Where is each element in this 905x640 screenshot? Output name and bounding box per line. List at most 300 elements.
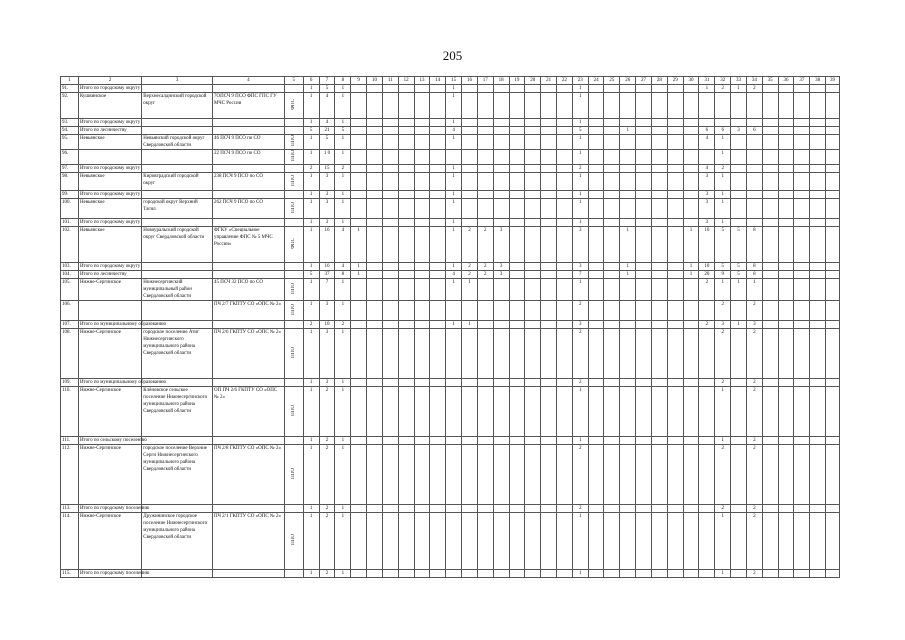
table-cell: [667, 173, 683, 191]
table-cell: 2: [462, 227, 478, 263]
table-cell: 1: [335, 279, 351, 301]
table-cell: 1: [731, 85, 747, 93]
column-header-cell: 1: [61, 77, 79, 85]
table-cell: 3: [699, 191, 715, 199]
table-cell: 5: [303, 127, 319, 135]
org-type-label: ППО: [291, 404, 297, 416]
table-cell: [794, 321, 810, 329]
table-cell: [683, 119, 699, 127]
table-cell: [557, 329, 573, 379]
table-cell: ФГКУ «Специальное управление ФПС № 5 МЧС России»: [212, 227, 284, 263]
table-cell: [636, 379, 652, 387]
table-cell: [683, 379, 699, 387]
column-number-header-row: [61, 77, 840, 85]
table-cell: [367, 505, 383, 513]
table-cell: 5: [731, 263, 747, 271]
column-header-cell: 25: [604, 77, 620, 85]
table-cell: [477, 437, 493, 445]
table-cell: [525, 199, 541, 219]
table-cell: [414, 263, 430, 271]
table-cell: 2: [303, 165, 319, 173]
table-cell: [477, 165, 493, 173]
table-cell: 106.: [61, 301, 79, 321]
table-cell: [525, 127, 541, 135]
table-cell: [762, 329, 778, 379]
table-cell: [557, 165, 573, 173]
table-cell: [414, 173, 430, 191]
table-cell: 113.: [61, 505, 79, 513]
table-cell: [509, 505, 525, 513]
table-cell: [367, 279, 383, 301]
table-cell: [525, 119, 541, 127]
table-cell: 1: [446, 227, 462, 263]
table-cell: [699, 329, 715, 379]
table-cell: [525, 271, 541, 279]
page-number: 205: [442, 48, 463, 63]
table-cell: [351, 127, 367, 135]
table-cell: [509, 279, 525, 301]
table-cell: [651, 505, 667, 513]
table-cell: [367, 165, 383, 173]
table-cell: [430, 271, 446, 279]
table-cell: Клёновское сельское поселение Нижнесергинского муниципального района Свердловской области: [142, 387, 213, 437]
table-cell: [509, 150, 525, 165]
table-cell: [588, 513, 604, 570]
table-cell: [557, 173, 573, 191]
table-cell: [414, 505, 430, 513]
table-cell: [351, 321, 367, 329]
table-cell: [667, 227, 683, 263]
table-cell: 2: [746, 387, 762, 437]
table-cell: [557, 279, 573, 301]
table-cell: [604, 329, 620, 379]
table-cell: [636, 329, 652, 379]
table-cell: 16: [319, 263, 335, 271]
table-cell: [604, 191, 620, 199]
table-cell: 4: [446, 271, 462, 279]
table-cell: 1: [572, 387, 588, 437]
table-cell: [477, 135, 493, 150]
table-cell: [651, 150, 667, 165]
table-cell: 10: [699, 227, 715, 263]
table-cell: [588, 437, 604, 445]
table-cell: [382, 93, 398, 119]
table-cell: [541, 85, 557, 93]
table-cell: [382, 437, 398, 445]
table-cell: [557, 191, 573, 199]
table-cell: [509, 387, 525, 437]
table-cell: [699, 513, 715, 570]
table-cell: [620, 387, 636, 437]
table-cell: [430, 445, 446, 505]
table-cell: 3: [319, 329, 335, 379]
table-cell: [398, 119, 414, 127]
table-cell: 1: [335, 379, 351, 387]
table-cell: [351, 85, 367, 93]
table-cell: [351, 329, 367, 379]
table-cell: 3: [319, 199, 335, 219]
table-cell: 1: [303, 379, 319, 387]
table-cell: 1: [303, 199, 319, 219]
table-cell: [620, 150, 636, 165]
column-header-cell: 23: [572, 77, 588, 85]
table-cell: [541, 93, 557, 119]
table-cell: [588, 570, 604, 578]
table-row: [61, 271, 840, 279]
table-cell: 107.: [61, 321, 79, 329]
table-cell: 5: [572, 127, 588, 135]
table-cell: Нижнесергинский муниципальный район Свердловской области: [142, 279, 213, 301]
table-cell: [604, 279, 620, 301]
table-cell: [509, 263, 525, 271]
table-cell: [462, 445, 478, 505]
table-cell: [525, 379, 541, 387]
table-cell: [826, 191, 840, 199]
table-cell: [557, 127, 573, 135]
table-cell: [826, 329, 840, 379]
table-cell: [525, 505, 541, 513]
table-cell: 1: [572, 437, 588, 445]
table-cell: [731, 93, 747, 119]
table-cell: [541, 513, 557, 570]
table-cell: 3: [715, 321, 731, 329]
table-cell: [525, 191, 541, 199]
table-cell: ОП ПЧ 2/6 ГКПТУ СО «ОПС № 2»: [212, 387, 284, 437]
table-cell: 101.: [61, 219, 79, 227]
table-cell: [446, 379, 462, 387]
table-row: [61, 437, 840, 445]
table-cell: 3: [319, 301, 335, 321]
table-cell: [414, 150, 430, 165]
table-cell: [651, 199, 667, 219]
table-cell: [778, 199, 794, 219]
table-cell: [667, 119, 683, 127]
table-cell: 110.: [61, 387, 79, 437]
table-cell: [367, 119, 383, 127]
table-cell: Кушвинское: [78, 93, 141, 119]
table-cell: 3: [731, 127, 747, 135]
table-cell: 2: [715, 301, 731, 321]
table-cell: [212, 119, 284, 127]
table-cell: [367, 263, 383, 271]
table-cell: [398, 379, 414, 387]
table-cell: [367, 227, 383, 263]
table-cell: [509, 173, 525, 191]
table-cell: [588, 85, 604, 93]
table-cell: [477, 387, 493, 437]
table-cell: [683, 93, 699, 119]
column-header-cell: 20: [525, 77, 541, 85]
table-cell: [731, 387, 747, 437]
table-cell: [398, 150, 414, 165]
table-cell: [212, 505, 284, 513]
table-cell: [509, 135, 525, 150]
table-cell: 7: [319, 279, 335, 301]
table-cell: [284, 85, 303, 93]
table-cell: 8: [746, 271, 762, 279]
table-cell: 2: [319, 513, 335, 570]
table-cell: [493, 165, 509, 173]
table-cell: [826, 445, 840, 505]
table-cell: [398, 127, 414, 135]
table-cell: 1: [715, 437, 731, 445]
table-cell: 1: [351, 227, 367, 263]
table-cell: Дружининское городское поселение Нижнесергинского муниципального района Свердловской области: [142, 513, 213, 570]
table-cell: [351, 135, 367, 150]
table-cell: [762, 279, 778, 301]
table-cell: [557, 227, 573, 263]
table-cell: [651, 93, 667, 119]
table-cell: [509, 165, 525, 173]
table-cell: [414, 135, 430, 150]
table-cell: [762, 271, 778, 279]
table-cell: [810, 191, 826, 199]
table-cell: 3: [699, 219, 715, 227]
table-cell: [794, 119, 810, 127]
table-cell: [509, 199, 525, 219]
table-cell: 2: [462, 271, 478, 279]
table-cell: [778, 135, 794, 150]
table-cell: [588, 119, 604, 127]
column-header-cell: 17: [477, 77, 493, 85]
table-cell: [525, 85, 541, 93]
table-cell: [212, 570, 284, 578]
table-cell: [794, 570, 810, 578]
table-cell: [78, 150, 141, 165]
table-cell: [667, 150, 683, 165]
table-cell: [699, 150, 715, 165]
table-cell: [414, 119, 430, 127]
table-cell: [699, 437, 715, 445]
table-cell: [212, 437, 284, 445]
table-cell: [525, 387, 541, 437]
table-cell: [731, 570, 747, 578]
table-cell: [462, 165, 478, 173]
table-cell: [667, 199, 683, 219]
table-cell: Итого по городскому поселению: [79, 571, 150, 576]
table-cell: Нижне-Сергинское: [78, 513, 141, 570]
table-cell: [826, 271, 840, 279]
table-cell: 2: [477, 271, 493, 279]
table-cell: Нижне-Сергинское: [78, 445, 141, 505]
table-cell: 103.: [61, 263, 79, 271]
table-cell: [382, 321, 398, 329]
table-cell: [699, 445, 715, 505]
table-cell: [398, 301, 414, 321]
table-cell: 2: [715, 165, 731, 173]
table-cell: [414, 387, 430, 437]
table-cell: 1: [572, 135, 588, 150]
table-cell: 1: [715, 199, 731, 219]
table-cell: [367, 199, 383, 219]
table-cell: 5: [335, 127, 351, 135]
table-cell: [604, 387, 620, 437]
table-cell: [683, 279, 699, 301]
table-cell: [651, 437, 667, 445]
table-cell: [398, 387, 414, 437]
table-cell: [683, 85, 699, 93]
table-cell: 5: [731, 227, 747, 263]
column-header-cell: 38: [810, 77, 826, 85]
table-cell: 2: [319, 387, 335, 437]
table-cell: [557, 135, 573, 150]
table-cell: Итого по городскому округу: [79, 166, 141, 171]
table-cell: [367, 321, 383, 329]
table-cell: 7ОПСЧ 9 ПСО ФПС ГПС ГУ МЧС России: [212, 93, 284, 119]
table-cell: [762, 570, 778, 578]
table-cell: [557, 321, 573, 329]
table-cell: [636, 173, 652, 191]
org-type-label: ППО: [291, 467, 297, 479]
table-cell: 97.: [61, 165, 79, 173]
table-cell: 3: [699, 199, 715, 219]
table-cell: [446, 445, 462, 505]
table-cell: [699, 387, 715, 437]
org-type-label: ППО: [291, 150, 297, 161]
table-cell: [367, 445, 383, 505]
table-cell: [525, 301, 541, 321]
table-cell: [826, 85, 840, 93]
table-cell: [493, 85, 509, 93]
table-cell: [699, 119, 715, 127]
table-cell: Новоуральский городской округ Свердловской области: [142, 227, 213, 263]
table-cell: [398, 135, 414, 150]
table-cell: [493, 505, 509, 513]
table-cell: [604, 379, 620, 387]
table-cell: [762, 321, 778, 329]
table-cell: 1: [335, 150, 351, 165]
table-cell: 3: [572, 227, 588, 263]
table-cell: [604, 271, 620, 279]
table-cell: [284, 173, 303, 191]
table-cell: [557, 570, 573, 578]
table-cell: 1: [715, 219, 731, 227]
table-cell: [762, 263, 778, 271]
table-cell: [382, 127, 398, 135]
table-cell: [541, 263, 557, 271]
table-cell: 6: [699, 127, 715, 135]
table-cell: [588, 321, 604, 329]
column-header-cell: 7: [319, 77, 335, 85]
table-cell: [762, 227, 778, 263]
table-cell: [493, 379, 509, 387]
table-cell: [430, 127, 446, 135]
table-cell: [477, 191, 493, 199]
table-cell: [826, 279, 840, 301]
table-cell: [557, 263, 573, 271]
table-cell: [826, 570, 840, 578]
table-cell: [414, 279, 430, 301]
table-cell: [667, 301, 683, 321]
table-cell: [557, 513, 573, 570]
table-cell: Итого по городскому округу: [79, 264, 141, 269]
table-cell: [588, 135, 604, 150]
table-cell: 1: [715, 150, 731, 165]
table-cell: 2: [572, 445, 588, 505]
table-cell: [762, 165, 778, 173]
table-cell: [588, 93, 604, 119]
table-cell: [810, 329, 826, 379]
table-cell: [588, 379, 604, 387]
table-cell: [810, 85, 826, 93]
table-cell: 8: [335, 271, 351, 279]
table-cell: [794, 199, 810, 219]
table-cell: [651, 570, 667, 578]
table-cell: [810, 445, 826, 505]
table-cell: [651, 445, 667, 505]
table-cell: [382, 135, 398, 150]
table-cell: 93.: [61, 119, 79, 127]
table-cell: 6: [746, 127, 762, 135]
table-cell: [212, 165, 284, 173]
table-cell: 1: [572, 570, 588, 578]
table-cell: 1: [699, 85, 715, 93]
table-cell: [683, 329, 699, 379]
table-cell: [430, 263, 446, 271]
table-cell: [731, 513, 747, 570]
table-cell: [651, 127, 667, 135]
table-cell: [477, 329, 493, 379]
table-cell: [284, 279, 303, 301]
table-cell: [142, 505, 213, 513]
table-cell: [212, 271, 284, 279]
table-cell: [636, 271, 652, 279]
table-cell: [762, 85, 778, 93]
table-cell: [810, 301, 826, 321]
table-cell: 2: [303, 321, 319, 329]
table-row: [61, 219, 840, 227]
table-cell: [667, 387, 683, 437]
table-cell: Невьянское: [78, 135, 141, 150]
table-cell: [557, 119, 573, 127]
table-cell: [778, 445, 794, 505]
table-cell: [493, 329, 509, 379]
table-cell: [541, 165, 557, 173]
table-cell: 2: [746, 505, 762, 513]
table-cell: [414, 271, 430, 279]
table-cell: [588, 165, 604, 173]
table-cell: [778, 93, 794, 119]
table-cell: 1: [572, 93, 588, 119]
table-cell: [477, 93, 493, 119]
table-cell: [477, 85, 493, 93]
table-cell: [430, 301, 446, 321]
table-cell: [398, 513, 414, 570]
table-cell: [351, 119, 367, 127]
table-cell: 5: [319, 85, 335, 93]
table-cell: [477, 219, 493, 227]
table-cell: 4: [335, 263, 351, 271]
table-cell: [414, 437, 430, 445]
table-cell: 3: [746, 321, 762, 329]
table-cell: [382, 173, 398, 191]
table-cell: [541, 150, 557, 165]
table-cell: [636, 119, 652, 127]
table-cell: [778, 85, 794, 93]
table-cell: [398, 437, 414, 445]
table-cell: [430, 119, 446, 127]
table-cell: [382, 445, 398, 505]
table-cell: [493, 437, 509, 445]
table-cell: 2: [477, 263, 493, 271]
table-cell: [493, 93, 509, 119]
table-cell: [731, 505, 747, 513]
table-cell: [604, 199, 620, 219]
table-cell: [683, 150, 699, 165]
table-cell: [414, 199, 430, 219]
table-cell: [142, 271, 213, 279]
table-cell: [810, 173, 826, 191]
